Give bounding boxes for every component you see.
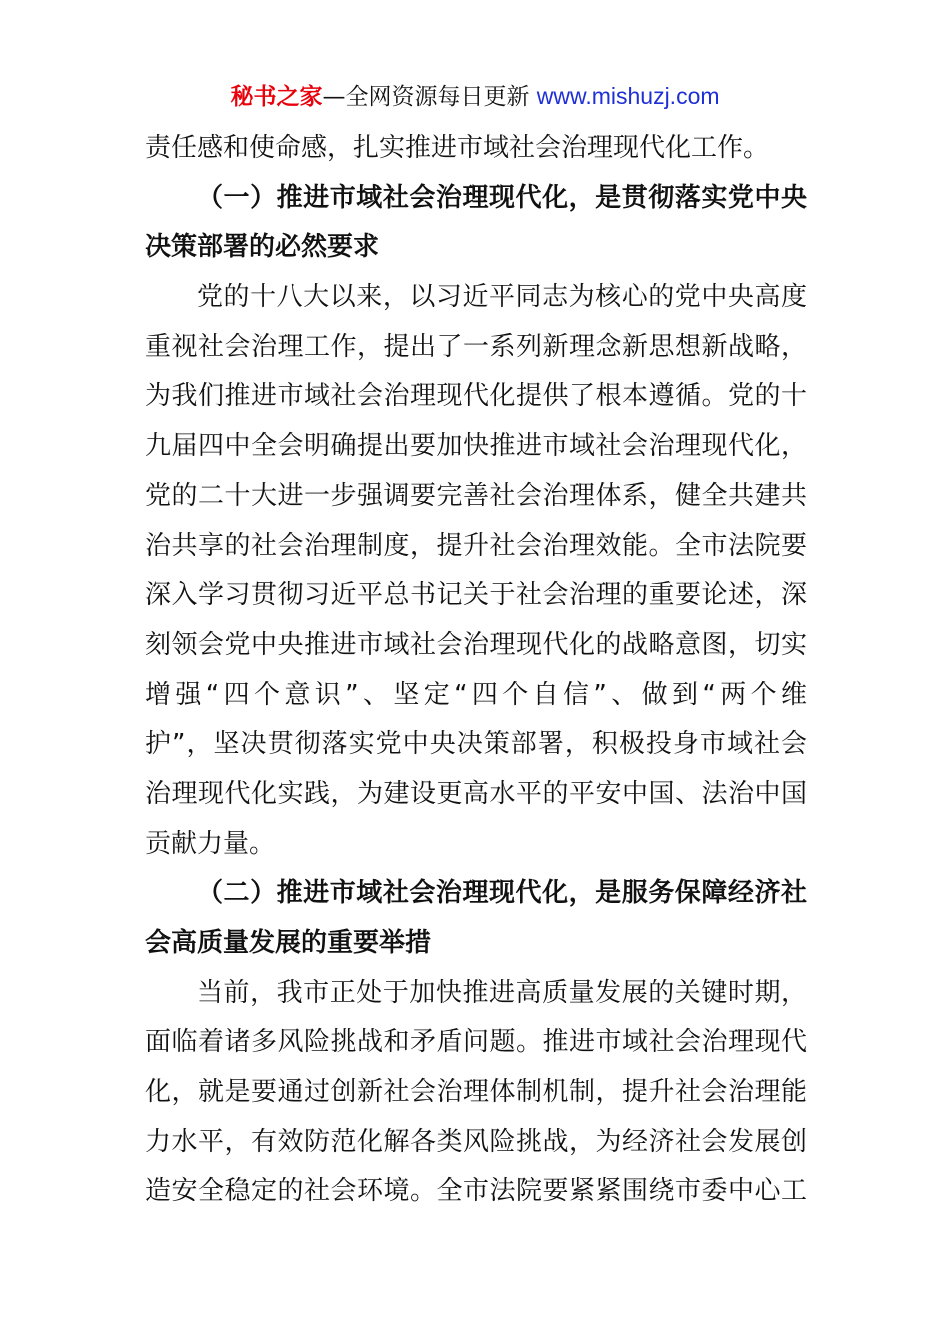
paragraph-line: 为我们推进市域社会治理现代化提供了根本遵循。党的十 <box>145 381 807 412</box>
paragraph-line: 党的十八大以来，以习近平同志为核心的党中央高度 <box>197 282 807 313</box>
section-heading-line: （一）推进市域社会治理现代化，是贯彻落实党中央 <box>197 182 807 213</box>
paragraph-line: 深入学习贯彻习近平总书记关于社会治理的重要论述，深 <box>145 580 807 611</box>
paragraph-line: 力水平，有效防范化解各类风险挑战，为经济社会发展创 <box>145 1126 807 1157</box>
site-url-link[interactable]: www.mishuzj.com <box>536 83 720 109</box>
section-heading-line: 会高质量发展的重要举措 <box>145 928 432 958</box>
paragraph-line: 治共享的社会治理制度，提升社会治理效能。全市法院要 <box>145 530 807 561</box>
paragraph-line: 责任感和使命感，扎实推进市域社会治理现代化工作。 <box>145 133 770 163</box>
paragraph-line: 刻领会党中央推进市域社会治理现代化的战略意图，切实 <box>145 629 807 660</box>
paragraph-line: 治理现代化实践，为建设更高水平的平安中国、法治中国 <box>145 778 807 809</box>
paragraph-line: 护”，坚决贯彻落实党中央决策部署，积极投身市域社会 <box>145 729 807 760</box>
paragraph-line: 贡献力量。 <box>145 828 276 859</box>
paragraph-line: 九届四中全会明确提出要加快推进市域社会治理现代化， <box>145 431 807 462</box>
document-body <box>145 124 807 1217</box>
site-tagline: —全网资源每日更新 <box>322 84 537 110</box>
paragraph-line: 党的二十大进一步强调要完善社会治理体系，健全共建共 <box>145 480 807 511</box>
paragraph-line: 化，就是要通过创新社会治理体制机制，提升社会治理能 <box>145 1077 807 1108</box>
page-header <box>0 80 950 113</box>
paragraph-line: 面临着诸多风险挑战和矛盾问题。推进市域社会治理现代 <box>145 1027 807 1058</box>
section-heading-line: （二）推进市域社会治理现代化，是服务保障经济社 <box>197 878 807 909</box>
paragraph-line: 重视社会治理工作，提出了一系列新理念新思想新战略， <box>145 331 807 362</box>
paragraph-line: 增强“四个意识”、坚定“四个自信”、做到“两个维 <box>145 679 807 710</box>
section-heading-line: 决策部署的必然要求 <box>145 232 380 263</box>
site-brand: 秘书之家 <box>230 84 323 110</box>
paragraph-line: 造安全稳定的社会环境。全市法院要紧紧围绕市委中心工 <box>145 1176 807 1207</box>
paragraph-line: 当前，我市正处于加快推进高质量发展的关键时期， <box>197 977 807 1008</box>
